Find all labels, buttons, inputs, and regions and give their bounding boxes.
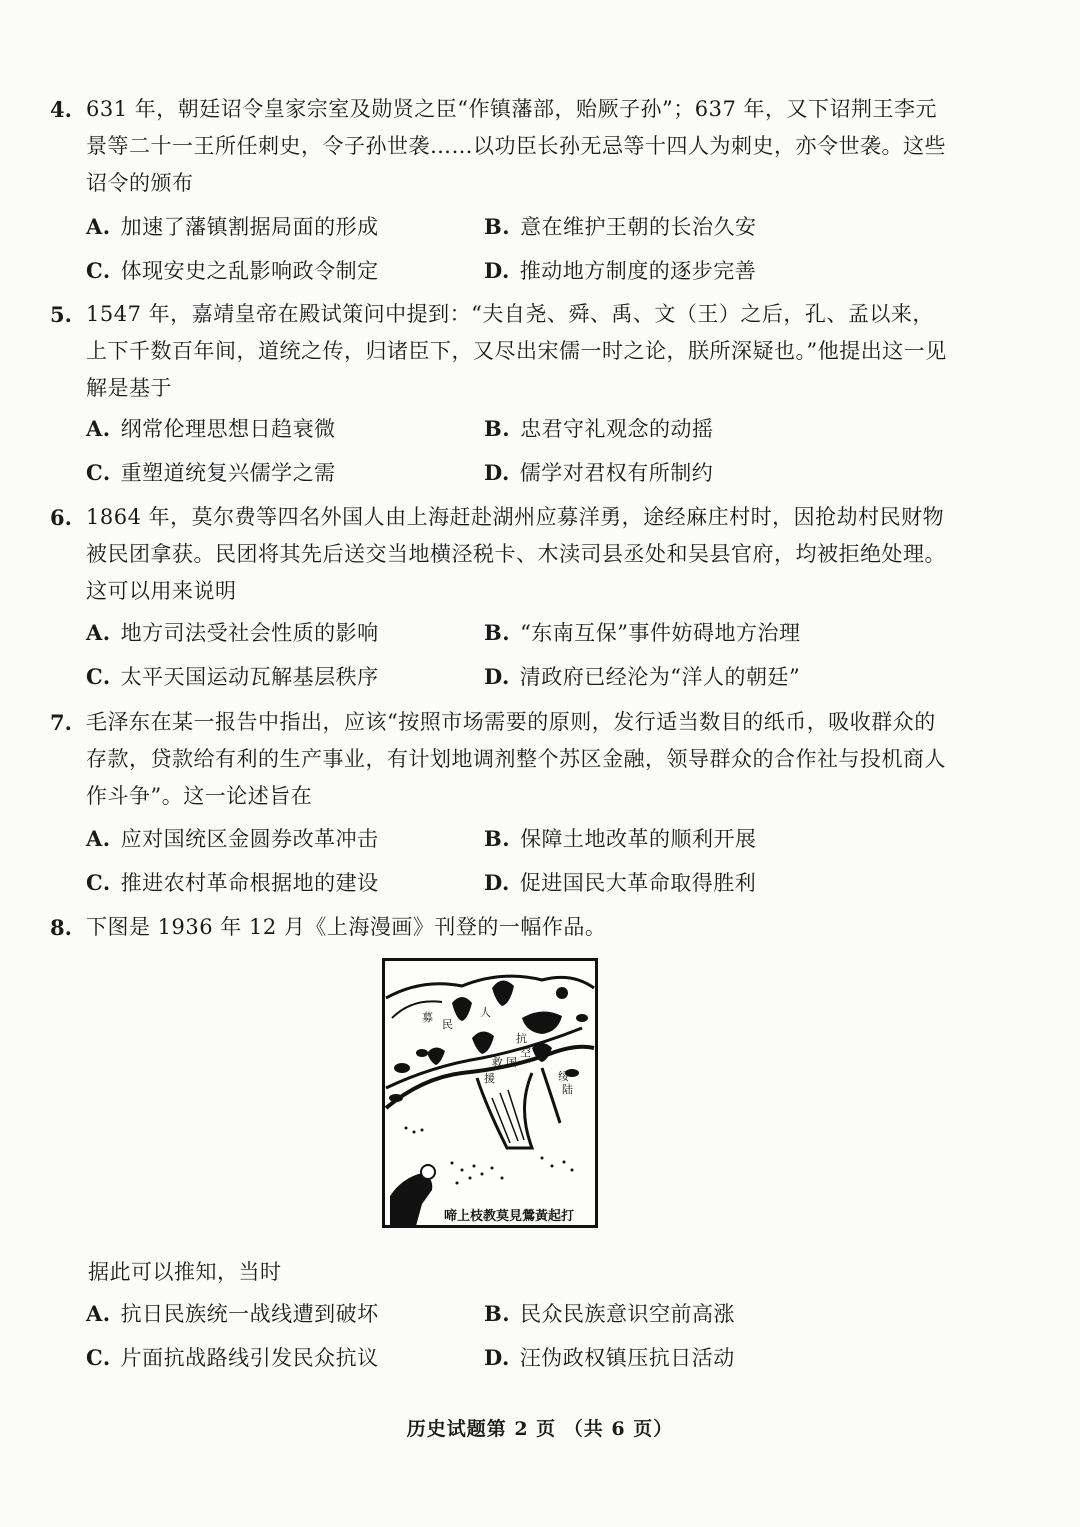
option-b: B. 忠君守礼观念的动摇 [484,416,714,441]
question-stem: 毛泽东在某一报告中指出，应该“按照市场需要的原则，发行适当数目的纸币，吸收群众的存款，贷款给有利的生产事业，有计划地调剂整个苏区金融，领导群众的合作社与投机商人作斗争”。这一论述旨在 [86,710,946,808]
option-b: B. 意在维护王朝的长治久安 [484,214,757,239]
tree-label: 陆 [562,1083,573,1096]
option-a: A. 应对国统区金圆券改革冲击 [86,826,379,851]
options-q4 [86,211,946,299]
question-number: 5. [50,302,72,327]
option-a: A. 抗日民族统一战线遭到破坏 [86,1301,379,1326]
option-d: D. 汪伪政权镇压抗日活动 [484,1345,735,1370]
tree-label: 救 [492,1056,503,1069]
options-q8 [86,1298,946,1386]
option-b: B. 保障土地改革的顺利开展 [484,826,757,851]
option-c: C. 推进农村革命根据地的建设 [86,870,379,895]
question-number: 6. [50,505,72,530]
option-c: C. 片面抗战路线引发民众抗议 [86,1345,379,1370]
option-d: D. 推动地方制度的逐步完善 [484,258,757,283]
question-6 [50,499,950,610]
question-stem: 1547 年，嘉靖皇帝在殿试策问中提到：“夫自尧、舜、禹、文（王）之后，孔、孟以来，上下千数百年间，道统之传，归诸臣下，又尽出宋儒一时之论，朕所深疑也。”他提出这一见解是基于 [86,302,947,400]
option-d: D. 儒学对君权有所制约 [484,460,714,485]
tree-label: 抗 [516,1032,527,1045]
option-c: C. 体现安史之乱影响政令制定 [86,258,379,283]
options-q7 [86,823,946,911]
options-q6 [86,617,946,705]
option-a: A. 加速了藩镇割据局面的形成 [86,214,379,239]
option-d: D. 清政府已经沦为“洋人的朝廷” [484,664,801,689]
question-stem: 下图是 1936 年 12 月《上海漫画》刊登的一幅作品。 [86,915,607,939]
option-c: C. 重塑道统复兴儒学之需 [86,460,336,485]
cartoon-image [382,958,598,1228]
question-number: 8. [50,915,72,940]
tree-label: 空 [520,1046,531,1059]
option-c: C. 太平天国运动瓦解基层秩序 [86,664,379,689]
option-b: B. “东南互保”事件妨碍地方治理 [484,620,801,645]
page-footer: 历史试题第 2 页 （共 6 页） [406,1418,674,1440]
question-7 [50,704,950,815]
options-q5 [86,413,946,501]
question-number: 7. [50,710,72,735]
question-number: 4. [50,97,72,122]
tree-label: 援 [484,1072,495,1085]
question-8 [50,909,950,946]
tree-label: 国 [506,1056,517,1069]
cartoon-caption: 啼上枝教莫見鶯黃起打 [444,1209,575,1224]
question-stem: 631 年，朝廷诏令皇家宗室及勋贤之臣“作镇藩部，贻厥子孙”；637 年，又下诏荆王李元景等二十一王所任刺史，令子孙世袭……以功臣长孙无忌等十四人为刺史，亦令世袭。这些诏令的颁布 [86,97,946,195]
question-prompt: 据此可以推知，当时 [88,1260,282,1284]
question-4 [50,91,950,202]
question-5 [50,296,950,407]
tree-label: 募 [422,1011,433,1024]
tree-label: 绥 [558,1070,569,1083]
question-stem: 1864 年，莫尔费等四名外国人由上海赶赴湖州应募洋勇，途经麻庄村时，因抢劫村民财物被民团拿获。民团将其先后送交当地横泾税卡、木渎司县丞处和吴县官府，均被拒绝处理。这可以用来说明 [86,505,946,603]
option-b: B. 民众民族意识空前高涨 [484,1301,736,1326]
tree-label: 人 [480,1006,491,1019]
option-a: A. 地方司法受社会性质的影响 [86,620,379,645]
tree-label: 民 [442,1018,453,1031]
option-d: D. 促进国民大革命取得胜利 [484,870,757,895]
option-a: A. 纲常伦理思想日趋衰微 [86,416,336,441]
